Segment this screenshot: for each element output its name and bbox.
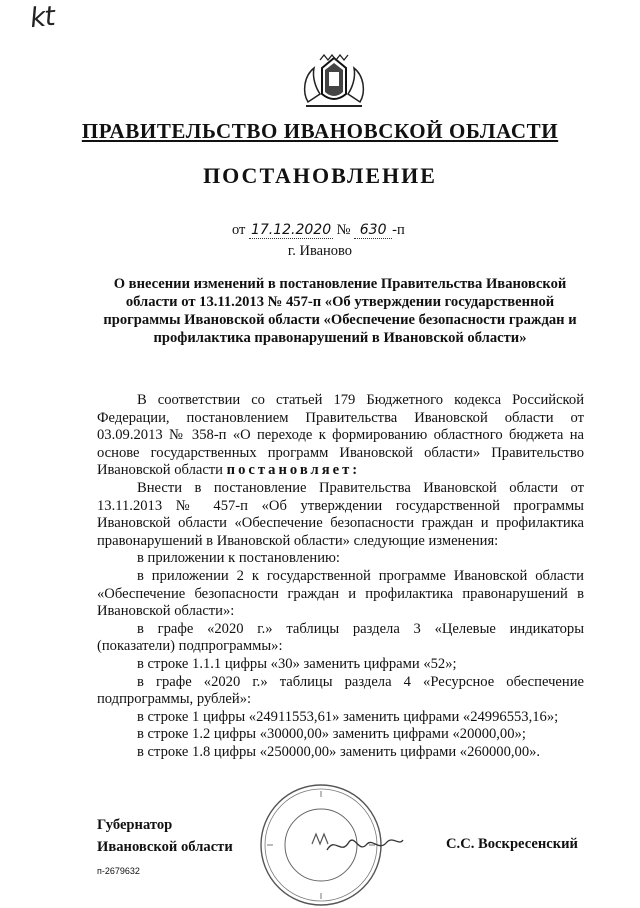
paragraph-8: в строке 1 цифры «24911553,61» заменить цифрами «24996553,16»; <box>137 708 559 725</box>
city: г. Иваново <box>287 243 353 259</box>
handwritten-corner-mark: kt <box>28 0 56 35</box>
signature <box>325 832 405 862</box>
signature-scribble <box>325 832 405 858</box>
organization-title: ПРАВИТЕЛЬСТВО ИВАНОВСКОЙ ОБЛАСТИ <box>81 119 559 143</box>
date-prefix: от <box>232 222 246 238</box>
paragraph-6: в строке 1.1.1 цифры «30» заменить цифрами «52»; <box>137 655 457 672</box>
paragraph-5: в графе «2020 г.» таблицы раздела 3 «Целевые индикаторы (показатели) подпрограммы»: <box>97 620 584 655</box>
date-number-line <box>232 222 405 239</box>
document-body <box>97 392 584 761</box>
paragraph-1 <box>97 392 584 480</box>
number-value: 630 <box>354 222 392 239</box>
document-subject: О внесении изменений в постановление Правительства Ивановской области от 13.11.2013 № 457-п «Об утверждении государственной программы Ивановской области «Обеспечение безопасности граждан и профилактика правонарушений в Ивановской области» <box>103 276 577 346</box>
decree-word: постановляет: <box>226 462 361 479</box>
paragraph-2: Внести в постановление Правительства Ивановской области от 13.11.2013 № 457-п «Об утверждении государственной программы Ивановской области «Обеспечение безопасности граждан и профилактика правонарушений в Ивановской области» следующие изменения: <box>97 479 584 549</box>
paragraph-10: в строке 1.8 цифры «250000,00» заменить цифрами «260000,00». <box>137 743 541 760</box>
registration-number: п-2679632 <box>97 866 140 876</box>
number-sign: № <box>336 222 351 238</box>
paragraph-9: в строке 1.2 цифры «30000,00» заменить цифрами «20000,00»; <box>137 726 526 743</box>
governor-title-line2: Ивановской области <box>97 839 233 855</box>
coat-of-arms-emblem <box>298 54 370 110</box>
document-type-heading: ПОСТАНОВЛЕНИЕ <box>203 163 437 188</box>
number-suffix: -п <box>392 222 405 238</box>
paragraph-4: в приложении 2 к государственной программе Ивановской области «Обеспечение безопасности граждан и профилактика правонарушений в Ивановской области»: <box>97 567 584 620</box>
paragraph-7: в графе «2020 г.» таблицы раздела 4 «Ресурсное обеспечение подпрограммы, рублей»: <box>97 673 584 708</box>
signer-name: С.С. Воскресенский <box>446 836 578 852</box>
paragraph-1-text: В соответствии со статьей 179 Бюджетного кодекса Российской Федерации, постановлением Правительства Ивановской области от 03.09.2013 № 358-п «О переходе к формированию областного бюджета на основе государственных программ Ивановской области» Правительство Ивановской области <box>97 392 584 479</box>
paragraph-3: в приложении к постановлению: <box>137 550 340 567</box>
governor-title-line1: Губернатор <box>97 817 173 833</box>
date-value: 17.12.2020 <box>250 222 332 238</box>
governor-title <box>97 814 233 858</box>
